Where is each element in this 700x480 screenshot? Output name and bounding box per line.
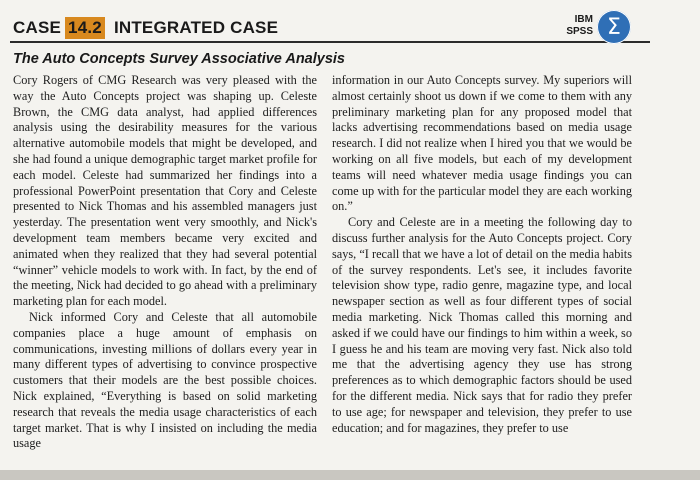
software-label-spss: SPSS	[566, 26, 593, 37]
paragraph: information in our Auto Concepts survey. My superiors will almost certainly shoot us down if we come to them with any preliminary marketing plan for any proposed model that lacks advertising recommendations based on media usage research. I did not realize when I hired you that we would be working on all five models, but each of my development teams will need whatever media usage findings you can come up with for the particular model they are each working on.”	[332, 73, 632, 214]
left-column	[13, 73, 317, 452]
paragraph: Nick informed Cory and Celeste that all automobile companies place a huge amount of emphasis on communications, investing millions of dollars every year in many different types of advertising to convince prospective customers that their models are the best possible choices. Nick explained, “Everything is based on solid marketing research that reveals the media usage characteristics of each target market. That is why I insisted on including the media usage	[13, 309, 317, 451]
paragraph: Cory Rogers of CMG Research was very pleased with the way the Auto Concepts project was shaping up. Celeste Brown, the CMG data analyst, had applied differences analysis using the desirability measures for the various alternative automobile models that might be developed, and she had found a unique demographic target market profile for each model. Celeste had summarized her findings into a professional PowerPoint presentation that Cory and Celeste presented to Nick Thomas and his assembled managers just yesterday. The presentation went very smoothly, and Nick's development team members became very excited and animated when they realized that they had several potential “winner” vehicle models to work with. In fact, by the end of the meeting, Nick had decided to go ahead with a preliminary marketing plan for each model.	[13, 73, 317, 309]
right-column	[332, 73, 632, 436]
page-bottom-edge	[0, 470, 700, 480]
software-label	[553, 14, 593, 38]
case-title: INTEGRATED CASE	[113, 18, 279, 37]
case-subtitle: The Auto Concepts Survey Associative Analysis	[13, 51, 345, 67]
case-header	[13, 17, 278, 39]
software-label-ibm: IBM	[574, 14, 593, 25]
case-word: CASE	[13, 18, 62, 37]
sigma-icon: Σ	[597, 10, 631, 44]
case-number-badge: 14.2	[65, 17, 105, 39]
paragraph: Cory and Celeste are in a meeting the following day to discuss further analysis for the Auto Concepts project. Cory says, “I recall that we have a lot of detail on the media habits of the survey respondents. Let's see, it includes favorite television show type, radio genre, magazine type, and local newspaper section as well as four different types of social media marketing. Nick Thomas called this morning and asked if we could have our findings to him within a week, so I guess he and his team are moving very fast. Nick also told me that the advertising agency they use has strong preferences as to which demographic factors should be used for the different media. Nick says that for radio they prefer to use age; for newspaper and television, they prefer to use education; and for magazines, they prefer to use	[332, 215, 632, 435]
